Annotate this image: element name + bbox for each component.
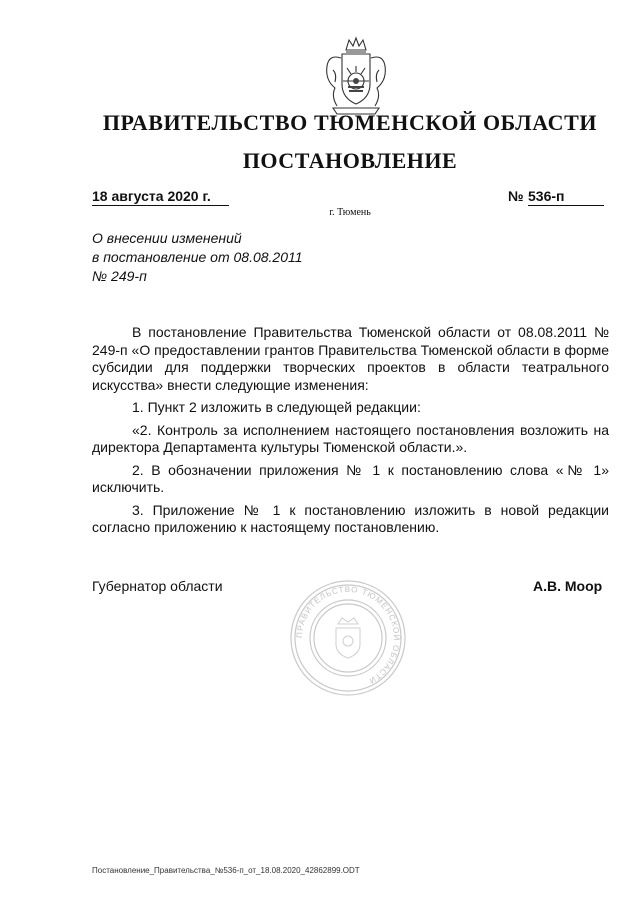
government-title: ПРАВИТЕЛЬСТВО ТЮМЕНСКОЙ ОБЛАСТИ (102, 110, 598, 135)
document-body (92, 324, 609, 542)
document-number: 536-п (528, 188, 604, 206)
signatory-role: Губернатор области (92, 578, 223, 594)
official-seal-icon (288, 578, 408, 698)
signatory-name: А.В. Моор (533, 578, 603, 594)
body-paragraph: В постановление Правительства Тюменской области от 08.08.2011 № 249-п «О предоставлении грантов Правительства Тюменской области в форме субсидии для поддержки творческих проектов в области театрального искусства» внести следующие изменения: (92, 324, 609, 393)
city: г. Тюмень (329, 207, 371, 218)
subject-line: в постановление от 08.08.2011 (92, 249, 303, 265)
body-paragraph: 3. Приложение № 1 к постановлению изложить в новой редакции согласно приложению к настоящему постановлению. (92, 501, 609, 535)
body-paragraph: 1. Пункт 2 изложить в следующей редакции: (132, 399, 421, 415)
document-date: 18 августа 2020 г. (92, 188, 229, 206)
document-number-label: № (508, 188, 524, 204)
subject-line: О внесении изменений (92, 230, 242, 246)
document-subject (92, 229, 303, 286)
coat-of-arms-icon (313, 36, 399, 118)
document-type: ПОСТАНОВЛЕНИЕ (242, 148, 458, 173)
seal-text: ПРАВИТЕЛЬСТВО ТЮМЕНСКОЙ ОБЛАСТИ (294, 584, 402, 686)
body-paragraph: «2. Контроль за исполнением настоящего постановления возложить на директора Департамента культуры Тюменской области.». (92, 421, 609, 455)
footer-filename: Постановление_Правительства_№536-п_от_18.08.2020_42862899.ODT (92, 866, 360, 875)
subject-line: № 249-п (92, 268, 147, 284)
body-paragraph: 2. В обозначении приложения № 1 к постановлению слова «№ 1» исключить. (92, 461, 609, 495)
